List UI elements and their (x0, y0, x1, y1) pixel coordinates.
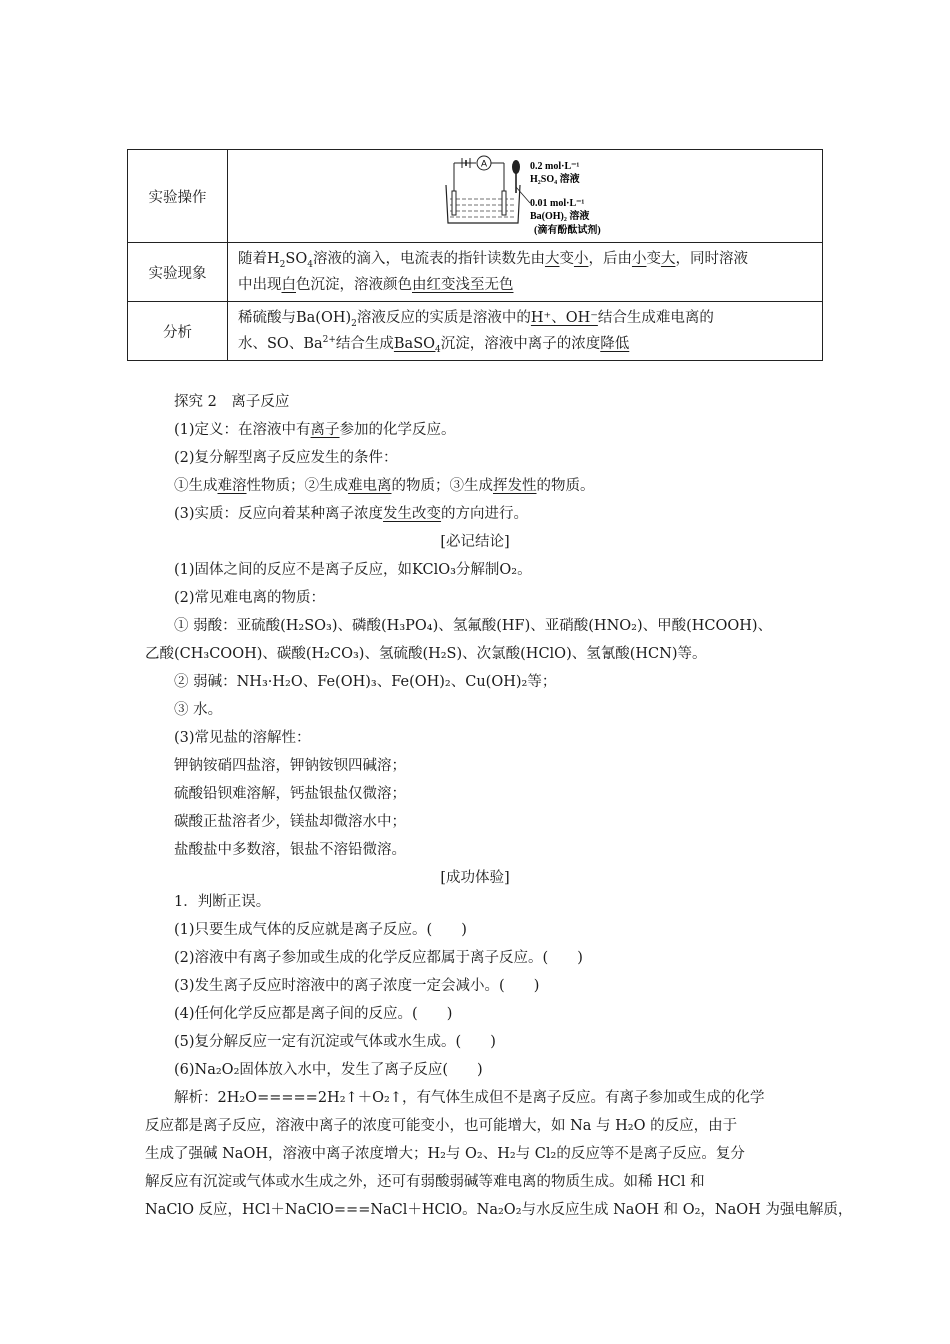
svg-text:0.2 mol·L⁻¹: 0.2 mol·L⁻¹ (530, 161, 580, 172)
question-item: (2)溶液中有离子参加或生成的化学反应都属于离子反应。( ) (174, 950, 583, 966)
apparatus-diagram (426, 153, 626, 239)
definition-line: (1)定义：在溶液中有离子参加的化学反应。 (174, 422, 456, 438)
question-item: (6)Na₂O₂固体放入水中，发生了离子反应( ) (174, 1062, 483, 1078)
text-line: (2)复分解型离子反应发生的条件： (174, 450, 398, 466)
text-line: 乙酸(CH₃COOH)、碳酸(H₂CO₃)、氢硫酸(H₂S)、次氯酸(HClO)、氢氰酸(HCN)等。 (145, 646, 707, 662)
text-line: (2)常见难电离的物质： (174, 590, 326, 606)
svg-text:Ba(OH)₂ 溶液: Ba(OH)₂ 溶液 (530, 211, 590, 222)
text-line: (3)常见盐的溶解性： (174, 730, 311, 746)
text-line: 硫酸铅钡难溶解，钙盐银盐仅微溶； (174, 786, 406, 802)
conditions-line: ①生成难溶性物质；②生成难电离的物质；③生成挥发性的物质。 (174, 478, 595, 494)
row-label-observation: 实验现象 (128, 243, 228, 302)
apparatus-cell (228, 150, 823, 243)
answer-line: 解析：2H₂O=====2H₂↑＋O₂↑，有气体生成但不是离子反应。有离子参加或生成的化学 (174, 1090, 765, 1106)
analysis-cell: 稀硫酸与$Ba(OH)_2$溶液反应的实质是溶液中的H⁺、OH⁻结合生成难电离的 水、SO、$Ba^{2+}$结合生成BaSO$_4$沉淀，溶液中离子的浓度降低 (228, 302, 823, 361)
row-label-operation: 实验操作 (128, 150, 228, 243)
text-line: 钾钠铵硝四盐溶，钾钠铵钡四碱溶； (174, 758, 406, 774)
section-heading: 探究 2 离子反应 (174, 394, 290, 410)
text-line: 盐酸盐中多数溶，银盐不溶铅微溶。 (174, 842, 406, 858)
section-heading: [必记结论] (440, 534, 510, 550)
table-row (128, 302, 823, 361)
text-line: ① 弱酸：亚硫酸(H₂SO₃)、磷酸(H₃PO₄)、氢氟酸(HF)、亚硝酸(HNO₂)、甲酸(HCOOH)、 (174, 618, 773, 634)
svg-text:0.01 mol·L⁻¹: 0.01 mol·L⁻¹ (530, 198, 585, 209)
row-label-analysis: 分析 (128, 302, 228, 361)
answer-line: 解反应有沉淀或气体或水生成之外，还可有弱酸弱碱等难电离的物质生成。如稀 HCl 和 (145, 1174, 705, 1190)
answer-line: 生成了强碱 NaOH，溶液中离子浓度增大；H₂与 O₂、H₂与 Cl₂的反应等不是离子反应。复分 (145, 1146, 745, 1162)
question-item: (3)发生离子反应时溶液中的离子浓度一定会减小。( ) (174, 978, 540, 994)
table-row (128, 150, 823, 243)
text-line: 碳酸正盐溶者少，镁盐却微溶水中； (174, 814, 406, 830)
table-row (128, 243, 823, 302)
question-item: (4)任何化学反应都是离子间的反应。( ) (174, 1006, 453, 1022)
text-line: 1．判断正误。 (174, 894, 271, 910)
question-item: (5)复分解反应一定有沉淀或气体或水生成。( ) (174, 1034, 496, 1050)
svg-text:A: A (480, 158, 488, 169)
text-line: (1)固体之间的反应不是离子反应，如KClO₃分解制O₂。 (174, 562, 532, 578)
answer-line: NaClO 反应，HCl＋NaClO===NaCl＋HClO。Na₂O₂与水反应生成 NaOH 和 O₂，NaOH 为强电解质， (145, 1202, 853, 1218)
experiment-table (127, 149, 823, 361)
text-line: ② 弱碱：NH₃·H₂O、Fe(OH)₃、Fe(OH)₂、Cu(OH)₂等； (174, 674, 557, 690)
text-line: ③ 水。 (174, 702, 223, 718)
svg-text:(滴有酚酞试剂): (滴有酚酞试剂) (534, 225, 601, 236)
section-heading: [成功体验] (440, 870, 510, 886)
dropper-icon (512, 160, 520, 174)
observation-cell: 随着$H_2SO_4$溶液的滴入，电流表的指针读数先由大变小，后由小变大，同时溶液 中出现白色沉淀，溶液颜色由红变浅至无色 (228, 243, 823, 302)
question-item: (1)只要生成气体的反应就是离子反应。( ) (174, 922, 467, 938)
svg-text:H₂SO₄ 溶液: H₂SO₄ 溶液 (530, 174, 580, 185)
answer-line: 反应都是离子反应，溶液中离子的浓度可能变小，也可能增大，如 Na 与 H₂O 的反应，由于 (145, 1118, 738, 1134)
essence-line: (3)实质：反应向着某种离子浓度发生改变的方向进行。 (174, 506, 529, 522)
